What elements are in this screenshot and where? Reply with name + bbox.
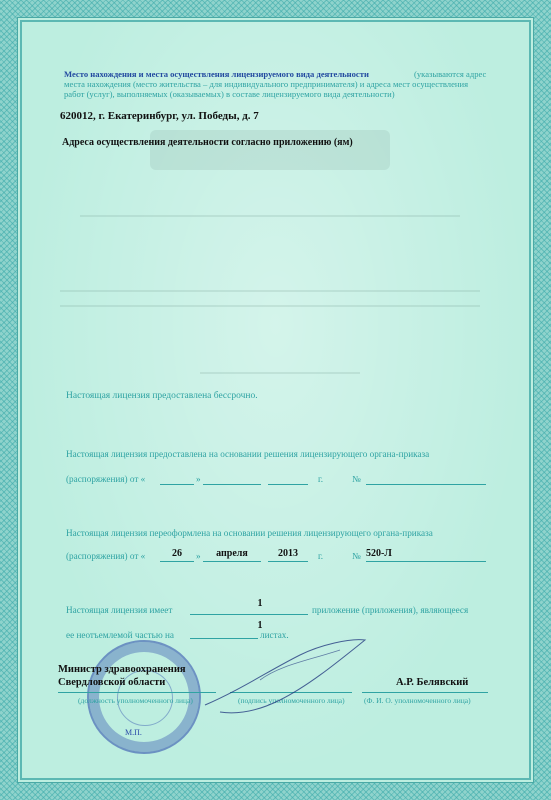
watermark-bleed	[150, 130, 390, 170]
reissued-line-1: Настоящая лицензия переоформлена на основании решения лицензирующего органа-приказа	[66, 528, 433, 538]
granted-line-1: Настоящая лицензия предоставлена на основании решения лицензирующего органа-приказа	[66, 449, 430, 459]
reissued-day: 26	[172, 548, 182, 559]
reissued-number-prefix: №	[352, 551, 361, 561]
location-note-1: (указываются адрес	[414, 69, 487, 79]
term-text: Настоящая лицензия предоставлена бессрочно.	[66, 391, 258, 401]
name-line	[362, 692, 488, 693]
signatory-name: А.Р. Белявский	[396, 677, 469, 688]
bleed-through-line	[200, 372, 360, 374]
granted-year-field	[268, 484, 308, 485]
reissued-year-line	[268, 561, 308, 562]
caption-name: (Ф. И. О. уполномоченного лица)	[364, 696, 471, 705]
handwritten-signature	[200, 630, 370, 720]
appendix-line-2-prefix: ее неотъемлемой частью на	[66, 630, 174, 640]
reissued-number-line	[366, 561, 486, 562]
granted-line-2-prefix: (распоряжения) от «	[66, 474, 146, 484]
reissued-year-suffix: г.	[318, 551, 324, 561]
signatory-position-2: Свердловской области	[58, 677, 166, 688]
location-heading: Место нахождения и места осуществления лицензируемого вида деятельности	[64, 69, 369, 79]
appendix-suffix: приложение (приложения), являющееся	[312, 605, 469, 615]
reissued-number: 520-Л	[366, 548, 392, 559]
reissued-day-line	[160, 561, 194, 562]
granted-month-field	[203, 484, 261, 485]
signatory-position-1: Министр здравоохранения	[58, 664, 186, 675]
appendix-count: 1	[257, 598, 263, 609]
location-note-3: работ (услуг), выполняемых (оказываемых) в составе лицензируемого вида деятельности)	[64, 89, 395, 99]
reissued-line-2-prefix: (распоряжения) от «	[66, 551, 146, 561]
reissued-year: 2013	[278, 548, 298, 559]
appendix-count-line	[190, 614, 308, 615]
appendix-sheets: 1	[257, 620, 263, 631]
bleed-through-line	[80, 215, 460, 217]
appendix-prefix: Настоящая лицензия имеет	[66, 605, 173, 615]
reissued-month-line	[203, 561, 261, 562]
granted-day-field	[160, 484, 194, 485]
granted-year-suffix: г.	[318, 474, 324, 484]
granted-number-prefix: №	[352, 474, 361, 484]
bleed-through-line	[60, 290, 480, 292]
stamp-label: М.П.	[125, 728, 142, 737]
location-note-2: места нахождения (место жительства – для индивидуального предпринимателя) и адреса мест осуществления	[64, 79, 469, 89]
reissued-quote-close: »	[196, 551, 201, 561]
address-value: 620012, г. Екатеринбург, ул. Победы, д. 7	[60, 110, 259, 122]
position-line	[58, 692, 216, 693]
appendix-sheets-suffix: листах.	[260, 630, 289, 640]
granted-number-field	[366, 484, 486, 485]
bleed-through-line	[60, 305, 480, 307]
activity-addresses: Адреса осуществления деятельности согласно приложению (ям)	[62, 137, 353, 148]
reissued-month: апреля	[216, 548, 248, 559]
caption-signature: (подпись уполномоченного лица)	[238, 696, 345, 705]
granted-quote-close: »	[196, 474, 201, 484]
caption-position: (должность уполномоченного лица)	[78, 696, 193, 705]
